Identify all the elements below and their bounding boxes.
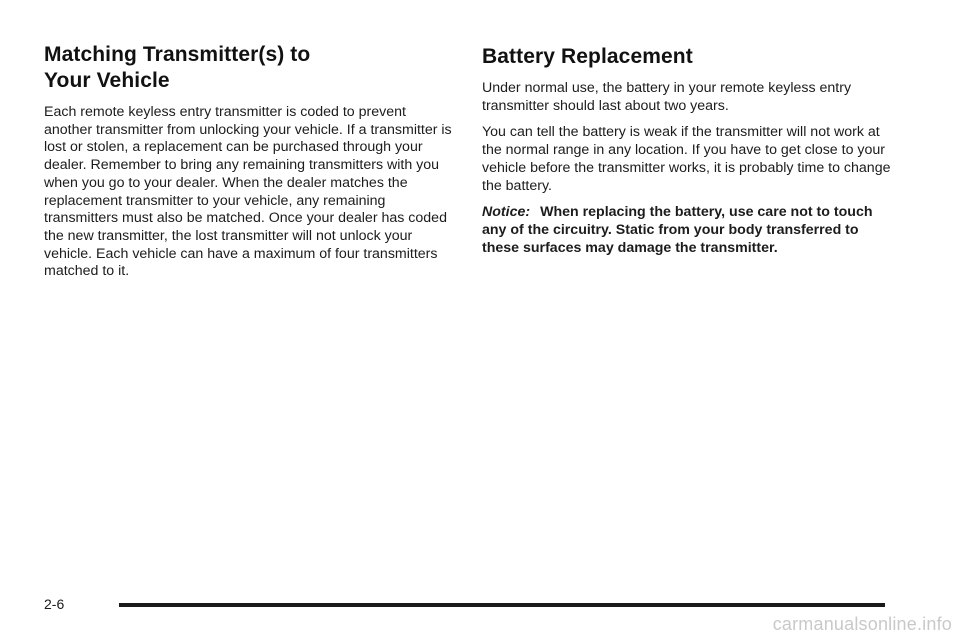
section-title-battery-replacement: Battery Replacement [482,45,693,68]
section-title-matching-transmitters [44,42,452,94]
page-number: 2-6 [44,596,65,612]
matching-body-text: Each remote keyless entry transmitter is coded to prevent another transmitter from unlocking your vehicle. If a transmitter is lost or stolen, a replacement can be purchased through your dealer. Remember to bring any remaining transmitters with you when you go to your dealer. When the dealer matches the replacement transmitter to your vehicle, any remaining transmitters must also be matched. Once your dealer has coded the new transmitter, the lost transmitter will not unlock your vehicle. Each vehicle can have a maximum of four transmitters matched to it. [44,104,452,280]
battery-paragraph-1: Under normal use, the battery in your remote keyless entry transmitter should last about two years. [482,80,852,114]
notice-label: Notice: [482,204,531,221]
battery-paragraph-2: You can tell the battery is weak if the transmitter will not work at the normal range in any location. If you have to get close to your vehicle before the transmitter works, it is probably time to change the battery. [482,124,891,194]
watermark-text: carmanualsonline.info [772,614,952,634]
title-line-1: Matching Transmitter(s) to [44,43,311,66]
left-column [44,42,452,290]
title-line-2: Your Vehicle [44,69,170,92]
right-column [482,44,892,266]
notice-text: When replacing the battery, use care not to touch any of the circuitry. Static from your body transferred to these surfaces may damage the transmitter. [482,204,873,256]
footer-divider [119,603,885,607]
notice-paragraph [482,204,892,257]
